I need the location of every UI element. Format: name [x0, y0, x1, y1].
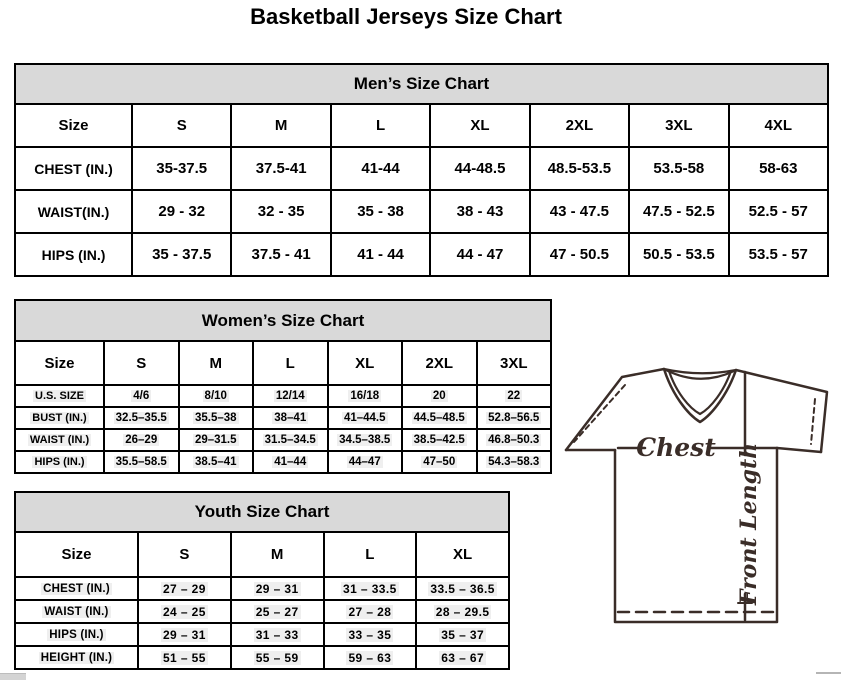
- highlighted-text: U.S. SIZE: [35, 390, 84, 402]
- size-value-cell: [416, 623, 509, 646]
- highlighted-text: 29 – 31: [255, 581, 299, 596]
- column-header: 2XL: [402, 341, 477, 385]
- column-header: XL: [416, 532, 509, 577]
- highlighted-text: 35.5–58.5: [115, 456, 167, 468]
- size-value-cell: 35 - 37.5: [132, 233, 231, 276]
- column-header: XL: [328, 341, 403, 385]
- highlighted-text: 33.5 – 36.5: [430, 581, 495, 596]
- size-value-cell: [477, 385, 552, 407]
- column-header: Size: [15, 341, 104, 385]
- size-value-cell: [179, 407, 254, 429]
- highlighted-text: 29–31.5: [194, 434, 237, 446]
- highlighted-text: HEIGHT (IN.): [40, 651, 113, 664]
- highlighted-text: 12/14: [275, 390, 305, 402]
- highlighted-text: WAIST (IN.): [29, 434, 90, 446]
- youth-size-chart-table: [14, 491, 510, 670]
- size-value-cell: [253, 429, 328, 451]
- size-value-cell: 44-48.5: [430, 147, 529, 190]
- highlighted-text: 8/10: [204, 390, 227, 402]
- size-value-cell: [402, 429, 477, 451]
- size-value-cell: [402, 407, 477, 429]
- column-header: XL: [430, 104, 529, 147]
- table-header-row: [15, 104, 828, 147]
- column-header: 3XL: [629, 104, 728, 147]
- highlighted-text: 25 – 27: [255, 604, 299, 619]
- highlighted-text: 33 – 35: [348, 627, 392, 642]
- jersey-left-sleeve-seam-dashed: [574, 385, 625, 442]
- jersey-back-collar-arc-1: [664, 369, 736, 373]
- size-value-cell: [402, 385, 477, 407]
- highlighted-text: 24 – 25: [162, 604, 206, 619]
- size-value-cell: [324, 600, 417, 623]
- row-label: [15, 577, 138, 600]
- page-title: Basketball Jerseys Size Chart: [250, 4, 562, 29]
- highlighted-text: 41–44.5: [343, 412, 386, 424]
- size-value-cell: [231, 623, 324, 646]
- column-header: L: [331, 104, 430, 147]
- size-value-cell: [231, 646, 324, 669]
- highlighted-text: 44.5–48.5: [413, 412, 465, 424]
- highlighted-text: 51 – 55: [162, 650, 206, 665]
- size-value-cell: [328, 407, 403, 429]
- column-header: M: [179, 341, 254, 385]
- size-value-cell: [138, 623, 231, 646]
- table-title: Women’s Size Chart: [15, 300, 551, 341]
- highlighted-text: 63 – 67: [441, 650, 485, 665]
- size-value-cell: 35 - 38: [331, 190, 430, 233]
- highlighted-text: 26–29: [125, 434, 158, 446]
- jersey-vneck-inner: [669, 371, 731, 414]
- table-row: [15, 600, 509, 623]
- scrollbar-fragment-right[interactable]: [816, 672, 841, 674]
- table-title: Youth Size Chart: [15, 492, 509, 532]
- size-value-cell: 35-37.5: [132, 147, 231, 190]
- column-header: 2XL: [530, 104, 629, 147]
- size-value-cell: [416, 600, 509, 623]
- row-label: [15, 385, 104, 407]
- highlighted-text: CHEST (IN.): [43, 582, 110, 595]
- table-row: [15, 577, 509, 600]
- table-header-row: [15, 341, 551, 385]
- size-value-cell: 47 - 50.5: [530, 233, 629, 276]
- column-header: S: [138, 532, 231, 577]
- womens-size-chart-table: [14, 299, 552, 474]
- size-value-cell: 38 - 43: [430, 190, 529, 233]
- column-header: L: [253, 341, 328, 385]
- size-value-cell: [179, 385, 254, 407]
- highlighted-text: HIPS (IN.): [49, 628, 104, 641]
- highlighted-text: 20: [432, 390, 446, 402]
- table-row: [15, 190, 828, 233]
- highlighted-text: 35.5–38: [194, 412, 237, 424]
- size-value-cell: 52.5 - 57: [729, 190, 828, 233]
- size-value-cell: [253, 385, 328, 407]
- highlighted-text: 4/6: [133, 390, 150, 402]
- size-value-cell: [328, 385, 403, 407]
- size-value-cell: [477, 429, 552, 451]
- highlighted-text: 44–47: [348, 456, 381, 468]
- highlighted-text: 31 – 33: [255, 627, 299, 642]
- highlighted-text: 31 – 33.5: [343, 581, 397, 596]
- column-header: S: [104, 341, 179, 385]
- column-header: Size: [15, 104, 132, 147]
- highlighted-text: 35 – 37: [441, 627, 485, 642]
- size-value-cell: [402, 451, 477, 473]
- column-header: Size: [15, 532, 138, 577]
- size-value-cell: [104, 451, 179, 473]
- size-value-cell: [324, 623, 417, 646]
- highlighted-text: WAIST (IN.): [44, 605, 109, 618]
- highlighted-text: 47–50: [423, 456, 456, 468]
- highlighted-text: 46.8–50.3: [488, 434, 540, 446]
- size-value-cell: [324, 577, 417, 600]
- size-value-cell: 29 - 32: [132, 190, 231, 233]
- column-header: M: [231, 532, 324, 577]
- size-value-cell: [104, 429, 179, 451]
- size-value-cell: [138, 577, 231, 600]
- row-label: [15, 600, 138, 623]
- size-value-cell: [138, 600, 231, 623]
- size-value-cell: [416, 577, 509, 600]
- row-label: [15, 429, 104, 451]
- highlighted-text: 38–41: [274, 412, 307, 424]
- highlighted-text: 16/18: [350, 390, 380, 402]
- highlighted-text: BUST (IN.): [32, 412, 87, 424]
- highlighted-text: HIPS (IN.): [34, 456, 85, 468]
- size-value-cell: [416, 646, 509, 669]
- size-value-cell: 41 - 44: [331, 233, 430, 276]
- row-label: [15, 407, 104, 429]
- size-value-cell: 53.5 - 57: [729, 233, 828, 276]
- highlighted-text: 27 – 28: [348, 604, 392, 619]
- front-length-label: Front Length: [736, 442, 762, 606]
- size-value-cell: 44 - 47: [430, 233, 529, 276]
- size-value-cell: 37.5 - 41: [231, 233, 330, 276]
- highlighted-text: 28 – 29.5: [435, 604, 490, 619]
- size-value-cell: [324, 646, 417, 669]
- size-value-cell: 48.5-53.5: [530, 147, 629, 190]
- column-header: L: [324, 532, 417, 577]
- size-value-cell: [179, 429, 254, 451]
- size-value-cell: 50.5 - 53.5: [629, 233, 728, 276]
- mens-size-chart-table: [14, 63, 829, 277]
- size-value-cell: [138, 646, 231, 669]
- table-title: Men’s Size Chart: [15, 64, 828, 104]
- highlighted-text: 41–44: [274, 456, 307, 468]
- table-row: [15, 385, 551, 407]
- row-label: [15, 646, 138, 669]
- column-header: 3XL: [477, 341, 552, 385]
- size-value-cell: [328, 451, 403, 473]
- table-header-row: [15, 532, 509, 577]
- highlighted-text: 31.5–34.5: [264, 434, 316, 446]
- highlighted-text: 22: [507, 390, 521, 402]
- table-row: [15, 623, 509, 646]
- jersey-measurement-diagram: [558, 362, 843, 662]
- column-header: S: [132, 104, 231, 147]
- size-value-cell: [477, 451, 552, 473]
- highlighted-text: 27 – 29: [162, 581, 206, 596]
- highlighted-text: 34.5–38.5: [339, 434, 391, 446]
- highlighted-text: 55 – 59: [255, 650, 299, 665]
- size-value-cell: [104, 407, 179, 429]
- row-label: HIPS (IN.): [15, 233, 132, 276]
- row-label: WAIST(IN.): [15, 190, 132, 233]
- highlighted-text: 54.3–58.3: [488, 456, 540, 468]
- highlighted-text: 32.5–35.5: [115, 412, 167, 424]
- highlighted-text: 38.5–42.5: [413, 434, 465, 446]
- size-value-cell: [231, 600, 324, 623]
- size-value-cell: 43 - 47.5: [530, 190, 629, 233]
- size-value-cell: [231, 577, 324, 600]
- highlighted-text: 52.8–56.5: [488, 412, 540, 424]
- row-label: [15, 623, 138, 646]
- highlighted-text: 59 – 63: [348, 650, 392, 665]
- size-value-cell: 53.5-58: [629, 147, 728, 190]
- row-label: CHEST (IN.): [15, 147, 132, 190]
- highlighted-text: 38.5–41: [194, 456, 237, 468]
- jersey-right-cuff: [777, 448, 821, 452]
- size-value-cell: 37.5-41: [231, 147, 330, 190]
- size-value-cell: 32 - 35: [231, 190, 330, 233]
- table-row: [15, 429, 551, 451]
- size-value-cell: 58-63: [729, 147, 828, 190]
- jersey-right-sleeve-seam-dashed: [811, 399, 815, 444]
- size-value-cell: [477, 407, 552, 429]
- size-value-cell: [328, 429, 403, 451]
- size-value-cell: [253, 407, 328, 429]
- size-value-cell: [253, 451, 328, 473]
- size-value-cell: 47.5 - 52.5: [629, 190, 728, 233]
- row-label: [15, 451, 104, 473]
- highlighted-text: 29 – 31: [162, 627, 206, 642]
- table-row: [15, 451, 551, 473]
- table-row: [15, 233, 828, 276]
- size-value-cell: [179, 451, 254, 473]
- column-header: M: [231, 104, 330, 147]
- chest-label: Chest: [636, 433, 716, 462]
- size-value-cell: 41-44: [331, 147, 430, 190]
- size-value-cell: [104, 385, 179, 407]
- column-header: 4XL: [729, 104, 828, 147]
- table-row: [15, 147, 828, 190]
- table-row: [15, 407, 551, 429]
- table-row: [15, 646, 509, 669]
